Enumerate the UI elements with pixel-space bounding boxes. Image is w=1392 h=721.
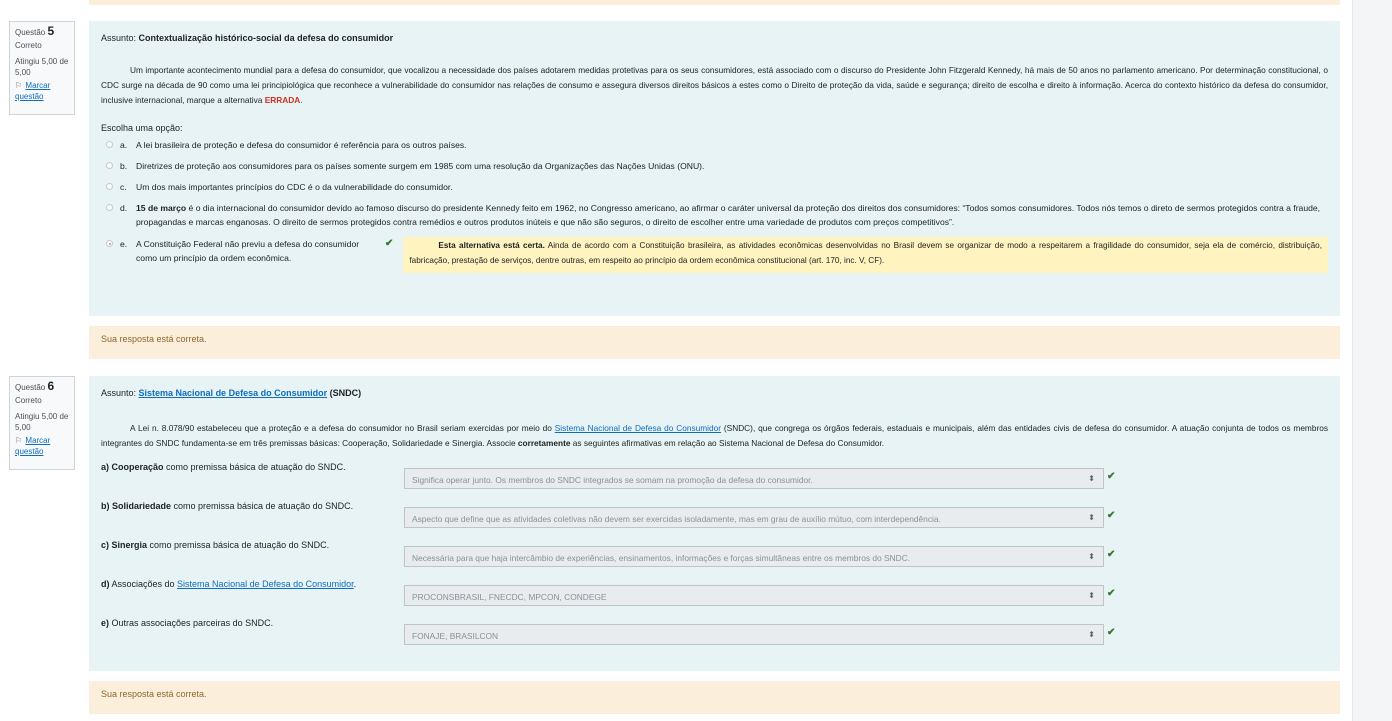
match-select-e[interactable]: FONAJE, BRASILCON ⬍ bbox=[404, 624, 1104, 645]
scrollbar-gutter[interactable] bbox=[1352, 0, 1392, 721]
answer-feedback-5: Sua resposta está correta. bbox=[89, 326, 1340, 359]
select-arrow-icon: ⬍ bbox=[1088, 512, 1095, 522]
match-statement: b) Solidariedade como premissa básica de atuação do SNDC. bbox=[101, 500, 354, 511]
question-status: Correto bbox=[15, 41, 42, 50]
question-content-5 bbox=[89, 21, 1340, 316]
correct-check-icon: ✔ bbox=[1107, 626, 1116, 638]
question-status: Correto bbox=[15, 396, 42, 405]
option-a[interactable]: a. A lei brasileira de proteção e defesa do consumidor é referência para os outros países. bbox=[101, 138, 1328, 152]
match-row-a bbox=[101, 461, 1328, 500]
question-label: Questão bbox=[15, 383, 46, 392]
question-info-5 bbox=[9, 21, 75, 115]
select-arrow-icon: ⬍ bbox=[1088, 551, 1095, 561]
previous-feedback-edge bbox=[89, 0, 1340, 5]
question-text: A Lei n. 8.078/90 estabeleceu que a proteção e a defesa do consumidor no Brasil seriam exercidas por meio do Sistema Nacional de Defesa do Consumidor (SNDC), que congrega os órgãos federais, estaduais e municipais, além das entidades civis de defesa do consumidor. A atuação conjunta de todos os membros integrantes do SNDC fundamenta-se em três premissas básicas: Cooperação, Solidariedade e Sinergia. Associe corretamente as seguintes afirmativas em relação ao Sistema Nacional de Defesa do Consumidor. bbox=[101, 422, 1328, 448]
flag-question-link[interactable]: Marcar questão bbox=[15, 81, 51, 101]
radio-b[interactable] bbox=[106, 162, 113, 169]
specific-feedback: Esta alternativa está certa. Ainda de acordo com a Constituição brasileira, as atividades econômicas desenvolvidas no Brasil devem se organizar de modo a respeitarem a fragilidade do consumidor, seja ela de comércio, distribuição, fabricação, prestação de serviços, dentre outras, em respeito ao princípio da ordem econômica constitucional (art. 170, inc. V, CF). bbox=[403, 237, 1328, 273]
flag-question-link[interactable]: Marcar questão bbox=[15, 436, 51, 456]
correct-check-icon: ✔ bbox=[385, 238, 394, 249]
question-subject: Assunto: Contextualização histórico-social da defesa do consumidor bbox=[101, 33, 394, 43]
option-text: A lei brasileira de proteção e defesa do consumidor é referência para os outros países. bbox=[136, 140, 467, 150]
choose-option-prompt: Escolha uma opção: bbox=[101, 122, 183, 133]
match-row-d bbox=[101, 578, 1328, 617]
question-text: Um importante acontecimento mundial para a defesa do consumidor, que vocalizou a necessidade dos países adotarem medidas protetivas para os seus consumidores, está associado com o discurso do Presidente John Fitzgerald Kennedy, há mais de 50 anos no parlamento americano. Por determinação constitucional, o CDC surge na década de 90 como uma lei principiológica que reconhece a vulnerabilidade do consumidor nas relações de consumo e assegura diversos direitos básicos a estes como o Direito de proteção da vida, saúde e segurança; direito de escolha e direito à informação. Acerca do contexto histórico da defesa do consumidor, inclusive internacional, marque a alternativa ERRADA. bbox=[101, 64, 1328, 105]
option-text: 15 de março é o dia internacional do consumidor devido ao famoso discurso do presidente Kennedy feito em 1962, no Congresso americano, ao afirmar o caráter universal da proteção dos direitos dos consumidores: “Todos somos consumidores. Todos nós temos o direto de sermos protegidos contra a fraude, propagandas e marcas enganosas. O direito de sermos protegidos contra remédios e outros produtos inúteis e que não são seguros, o direito de escolher entre uma variedade de produtos com preços competitivos”. bbox=[136, 203, 1321, 227]
option-e[interactable]: e. A Constituição Federal não previu a defesa do consumidor como um princípio da ordem econômica. ✔ Esta alternativa está certa. Ainda de acordo com a Constituição brasileira, as atividades econômicas desenvolvidas no Brasil devem se organizar de modo a respeitarem a fragilidade do consumidor, seja ela de comércio, distribuição, fabricação, prestação de serviços, dentre outras, em respeito ao princípio da ordem econômica constitucional (art. 170, inc. V, CF). bbox=[101, 237, 1328, 273]
sndc-text-link[interactable]: Sistema Nacional de Defesa do Consumidor bbox=[554, 422, 721, 433]
match-statement: c) Sinergia como premissa básica de atuação do SNDC. bbox=[101, 539, 330, 550]
radio-d[interactable] bbox=[106, 204, 113, 211]
correct-check-icon: ✔ bbox=[1107, 587, 1116, 599]
option-c[interactable]: c. Um dos mais importantes princípios do CDC é o da vulnerabilidade do consumidor. bbox=[101, 180, 1328, 194]
option-text: Um dos mais importantes princípios do CDC é o da vulnerabilidade do consumidor. bbox=[136, 182, 453, 192]
correct-check-icon: ✔ bbox=[1107, 470, 1116, 482]
radio-e-selected[interactable] bbox=[106, 240, 113, 247]
match-row-c bbox=[101, 539, 1328, 578]
option-d[interactable]: d. 15 de março é o dia internacional do consumidor devido ao famoso discurso do presidente Kennedy feito em 1962, no Congresso americano, ao afirmar o caráter universal da proteção dos direitos dos consumidores: “Todos somos consumidores. Todos nós temos o direto de sermos protegidos contra a fraude, propagandas e marcas enganosas. O direito de sermos protegidos contra remédios e outros produtos inúteis e que não são seguros, o direito de escolher entre uma variedade de produtos com preços competitivos”. bbox=[101, 201, 1328, 229]
radio-a[interactable] bbox=[106, 141, 113, 148]
match-row-b bbox=[101, 500, 1328, 539]
option-b[interactable]: b. Diretrizes de proteção aos consumidores para os países somente surgem em 1985 com uma resolução da Organizações das Nações Unidas (ONU). bbox=[101, 159, 1328, 173]
question-number: 6 bbox=[47, 379, 55, 393]
select-arrow-icon: ⬍ bbox=[1088, 473, 1095, 483]
match-statement: a) Cooperação como premissa básica de atuação do SNDC. bbox=[101, 461, 346, 472]
match-select-b[interactable]: Aspecto que define que as atividades coletivas não devem ser exercidas isoladamente, mas em grau de auxílio mútuo, com interdependência. ⬍ bbox=[404, 507, 1104, 528]
flag-icon: ⚐ bbox=[15, 81, 23, 90]
option-text: Diretrizes de proteção aos consumidores para os países somente surgem em 1985 com uma resolução da Organizações das Nações Unidas (ONU). bbox=[136, 161, 705, 171]
correct-check-icon: ✔ bbox=[1107, 548, 1116, 560]
match-select-c[interactable]: Necessária para que haja intercâmbio de experiências, ensinamentos, informações e forças simultâneas entre os membros do SNDC. ⬍ bbox=[404, 546, 1104, 567]
match-statement: d) Associações do Sistema Nacional de Defesa do Consumidor. bbox=[101, 578, 357, 589]
option-text: A Constituição Federal não previu a defesa do consumidor como um princípio da ordem econômica. bbox=[136, 239, 360, 263]
question-number: 5 bbox=[47, 24, 55, 38]
match-select-d[interactable]: PROCONSBRASIL, FNECDC, MPCON, CONDEGE ⬍ bbox=[404, 585, 1104, 606]
question-label: Questão bbox=[15, 28, 46, 37]
answer-feedback-6: Sua resposta está correta. bbox=[89, 681, 1340, 714]
match-row-e bbox=[101, 617, 1328, 656]
question-grade: Atingiu 5,00 de 5,00 bbox=[15, 57, 69, 77]
sndc-subject-link[interactable]: Sistema Nacional de Defesa do Consumidor bbox=[138, 388, 328, 398]
match-statement: e) Outras associações parceiras do SNDC. bbox=[101, 617, 274, 628]
correct-check-icon: ✔ bbox=[1107, 509, 1116, 521]
select-arrow-icon: ⬍ bbox=[1088, 629, 1095, 639]
sndc-match-link[interactable]: Sistema Nacional de Defesa do Consumidor bbox=[177, 578, 354, 589]
select-arrow-icon: ⬍ bbox=[1088, 590, 1095, 600]
question-info-6 bbox=[9, 376, 75, 470]
match-select-a[interactable]: Significa operar junto. Os membros do SNDC integrados se somam na promoção da defesa do consumidor. ⬍ bbox=[404, 468, 1104, 489]
question-subject: Assunto: Sistema Nacional de Defesa do Consumidor (SNDC) bbox=[101, 388, 362, 398]
flag-icon: ⚐ bbox=[15, 436, 23, 445]
radio-c[interactable] bbox=[106, 183, 113, 190]
question-content-6 bbox=[89, 376, 1340, 671]
question-grade: Atingiu 5,00 de 5,00 bbox=[15, 412, 69, 432]
